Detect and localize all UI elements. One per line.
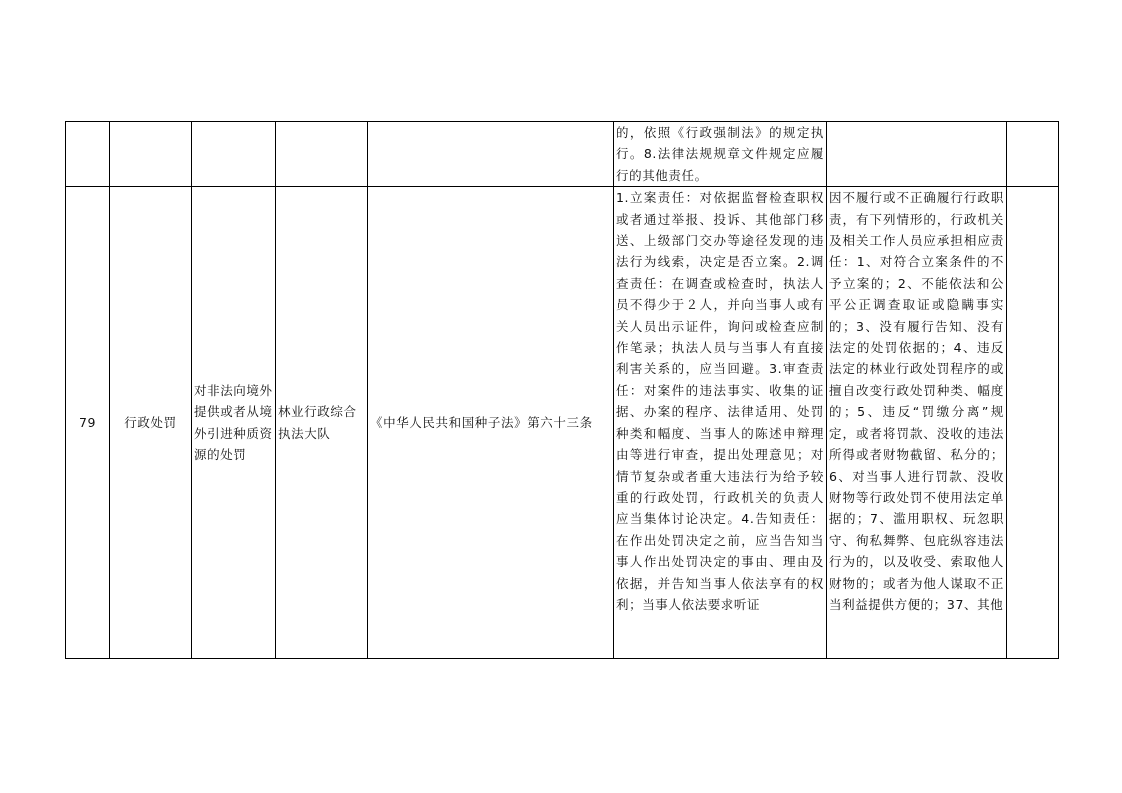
cell-number: 79 — [66, 187, 110, 659]
cell-remarks — [1007, 187, 1059, 659]
table-row — [66, 187, 1059, 659]
cell-department: 林业行政综合执法大队 — [276, 187, 368, 659]
responsibility-text: 1.立案责任：对依据监督检查职权或者通过举报、投诉、其他部门移送、上级部门交办等途径发现的违法行为线索，决定是否立案。2.调查责任：在调查或检查时，执法人员不得少于２人，并向当事人或有关人员出示证件，询问或检查应制作笔录；执法人员与当事人有直接利害关系的，应当回避。3.审查责任：对案件的违法事实、收集的证据、办案的程序、法律适用、处罚种类和幅度、当事人的陈述申辩理由等进行审查，提出处理意见；对情节复杂或者重大违法行为给予较重的行政处罚，行政机关的负责人应当集体讨论决定。4.告知责任：在作出处罚决定之前，应当告知当事人作出处罚决定的事由、理由及依据，并告知当事人依法享有的权利；当事人依法要求听证 — [616, 190, 824, 612]
cell-item-name: 对非法向境外提供或者从境外引进种质资源的处罚 — [192, 187, 276, 659]
cell-number-empty — [66, 122, 110, 187]
cell-item-empty — [192, 122, 276, 187]
cell-basis-empty — [368, 122, 614, 187]
accountability-text: 因不履行或不正确履行行政职责，有下列情形的，行政机关及相关工作人员应承担相应责任：1、对符合立案条件的不予立案的；2、不能依法和公平公正调查取证或隐瞒事实的；3、没有履行告知、没有法定的处罚依据的；4、违反法定的林业行政处罚程序的或擅自改变行政处罚种类、幅度的；5、违反“罚缴分离”规定，或者将罚款、没收的违法所得或者财物截留、私分的；6、对当事人进行罚款、没收财物等行政处罚不使用法定单据的；7、滥用职权、玩忽职守、徇私舞弊、包庇纵容违法行为的，以及收受、索取他人财物的；或者为他人谋取不正当利益提供方便的；37、其他 — [829, 190, 1004, 612]
cell-department-empty — [276, 122, 368, 187]
cell-responsibility-continued: 的，依照《行政强制法》的规定执行。8.法律法规规章文件规定应履行的其他责任。 — [614, 122, 827, 187]
cell-category: 行政处罚 — [110, 187, 192, 659]
cell-responsibility — [614, 187, 827, 659]
cell-accountability — [827, 187, 1007, 659]
cell-category-empty — [110, 122, 192, 187]
cell-accountability-empty — [827, 122, 1007, 187]
cell-remarks-empty — [1007, 122, 1059, 187]
table-row-continuation — [66, 122, 1059, 187]
responsibility-table — [65, 121, 1059, 659]
cell-legal-basis: 《中华人民共和国种子法》第六十三条 — [368, 187, 614, 659]
